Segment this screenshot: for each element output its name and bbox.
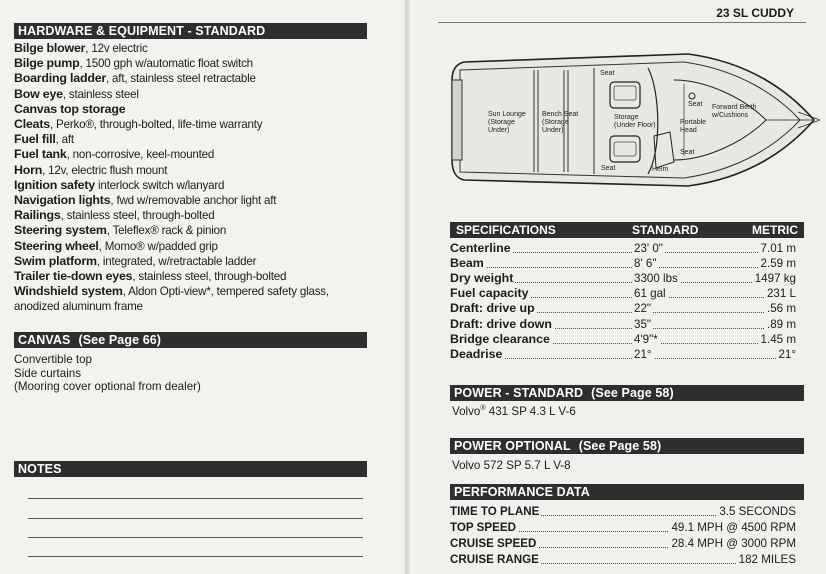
- hardware-item: [14, 87, 344, 102]
- hardware-item-desc: , stainless steel, through-bolted: [60, 209, 215, 223]
- spec-metric-value: .56 m: [767, 302, 796, 316]
- hardware-item-desc: , 12v, electric flush mount: [42, 163, 168, 177]
- performance-value: 49.1 MPH @ 4500 RPM: [671, 521, 796, 534]
- hardware-item-desc: , Teleflex® rack & pinion: [106, 224, 227, 238]
- hardware-item-desc: interlock switch w/lanyard: [95, 178, 225, 192]
- boat-layout-diagram: [448, 40, 820, 200]
- specs-col-metric: METRIC: [752, 223, 798, 237]
- spec-label: Bridge clearance: [450, 331, 550, 346]
- hardware-item-desc: , Aldon Opti-view*, tempered safety glass, anodized aluminum frame: [14, 285, 329, 314]
- performance-row: [450, 536, 796, 551]
- hardware-item-desc: , stainless steel, through-bolted: [132, 270, 287, 284]
- hardware-item-name: Bilge pump: [14, 56, 80, 71]
- spec-standard-value: 21°: [634, 347, 652, 361]
- power-standard-page-ref: (See Page 58): [591, 386, 674, 400]
- hardware-item-name: Windshield system: [14, 284, 123, 299]
- spec-standard-value: 4'9"*: [634, 332, 658, 346]
- spec-metric-value: 7.01 m: [760, 242, 796, 255]
- spec-row: [450, 256, 796, 271]
- canvas-page-ref: (See Page 66): [78, 333, 162, 347]
- hardware-item-name: Steering wheel: [14, 238, 99, 253]
- spec-row: [450, 271, 796, 286]
- performance-label: CRUISE SPEED: [450, 537, 537, 550]
- hardware-item: [14, 102, 344, 117]
- power-standard-engine: [452, 405, 576, 418]
- hardware-heading: [14, 23, 367, 39]
- hardware-item-name: Boarding ladder: [14, 71, 107, 86]
- hardware-item-desc: , stainless steel: [62, 87, 139, 101]
- performance-value: 28.4 MPH @ 3000 RPM: [671, 537, 796, 550]
- spec-row: [450, 286, 796, 301]
- spec-standard-value: 3300 lbs: [634, 272, 678, 286]
- canvas-heading-text: CANVAS: [18, 333, 71, 347]
- hardware-item-name: Fuel fill: [14, 132, 56, 147]
- hardware-item: [14, 178, 344, 193]
- specs-heading-text: SPECIFICATIONS: [456, 223, 556, 237]
- spec-row: [450, 332, 796, 347]
- performance-label: CRUISE RANGE: [450, 553, 539, 566]
- hardware-item-name: Steering system: [14, 223, 107, 238]
- hardware-item: [14, 41, 344, 56]
- spec-label: Fuel capacity: [450, 286, 529, 301]
- hardware-item-name: Bilge blower: [14, 41, 86, 55]
- performance-heading-text: PERFORMANCE DATA: [454, 485, 590, 499]
- hardware-item-name: Canvas top storage: [14, 101, 126, 116]
- hardware-item: [14, 117, 344, 132]
- spec-label: Deadrise: [450, 346, 503, 361]
- spec-row: [450, 241, 796, 256]
- spec-metric-value: 2.59 m: [760, 257, 796, 271]
- power-optional-engine: Volvo 572 SP 5.7 L V-8: [452, 459, 571, 472]
- performance-label: TIME TO PLANE: [450, 505, 540, 518]
- hardware-item-desc: , 12v electric: [85, 42, 148, 55]
- spec-label: Dry weight: [450, 271, 514, 286]
- engine-brand: Volvo: [452, 405, 481, 418]
- performance-row: [450, 520, 796, 535]
- hardware-item: [14, 147, 344, 162]
- leader-dots: [450, 267, 796, 268]
- header-rule: [438, 22, 806, 23]
- note-line: [28, 518, 363, 519]
- spec-standard-value: 23' 0": [634, 242, 663, 255]
- label-sun-lounge: Sun Lounge (Storage Under): [488, 111, 526, 134]
- hardware-item-name: Cleats: [14, 117, 50, 132]
- engine-model: 431 SP 4.3 L V-6: [485, 405, 576, 418]
- spec-metric-value: 231 L: [766, 287, 796, 301]
- hardware-item-name: Railings: [14, 208, 61, 223]
- hardware-item: [14, 284, 344, 314]
- label-storage: Storage (Under Floor): [614, 114, 656, 129]
- spec-standard-value: 61 gal: [634, 287, 666, 301]
- power-standard-heading-text: POWER - STANDARD: [454, 386, 584, 400]
- hardware-item: [14, 223, 344, 238]
- power-standard-heading: [450, 385, 804, 401]
- power-optional-heading: [450, 438, 804, 454]
- performance-label: TOP SPEED: [450, 521, 516, 534]
- notes-heading-text: NOTES: [18, 462, 62, 476]
- hardware-item-name: Navigation lights: [14, 193, 111, 208]
- spec-row: [450, 317, 796, 332]
- performance-row: [450, 552, 796, 567]
- hardware-item-desc: , Perko®, through-bolted, life-time warranty: [50, 118, 263, 132]
- hardware-item: [14, 56, 344, 71]
- spec-row: [450, 301, 796, 316]
- label-seat-bottom: Seat: [601, 165, 616, 172]
- hardware-item: [14, 71, 344, 86]
- hardware-item-name: Bow eye: [14, 86, 63, 101]
- spec-label: Draft: drive up: [450, 301, 535, 316]
- hardware-list: [14, 41, 344, 315]
- hardware-heading-text: HARDWARE & EQUIPMENT - STANDARD: [18, 24, 266, 38]
- label-seat-right: Seat: [680, 149, 695, 156]
- hardware-item: [14, 163, 344, 178]
- hardware-item-desc: , 1500 gph w/automatic float switch: [79, 57, 253, 71]
- spec-label: Beam: [450, 256, 484, 271]
- note-line: [28, 498, 363, 499]
- hardware-item-desc: , Momo® w/padded grip: [98, 239, 218, 253]
- notes-heading: [14, 461, 367, 477]
- hardware-item-desc: , integrated, w/retractable ladder: [96, 254, 257, 268]
- spec-row: [450, 347, 796, 362]
- spec-standard-value: 35": [634, 317, 652, 331]
- performance-value: 182 MILES: [738, 553, 796, 566]
- spec-label: Draft: drive down: [450, 316, 552, 331]
- label-forward-berth: Forward Berth w/Cushions: [712, 104, 757, 119]
- spec-metric-value: 1.45 m: [760, 332, 796, 346]
- hardware-item-desc: , fwd w/removable anchor light aft: [110, 194, 277, 208]
- hardware-item-name: Trailer tie-down eyes: [14, 269, 133, 284]
- label-helm: Helm: [652, 166, 669, 173]
- canvas-item: (Mooring cover optional from dealer): [14, 380, 201, 394]
- power-optional-heading-text: POWER OPTIONAL: [454, 439, 571, 453]
- swim-platform: [452, 80, 462, 160]
- model-title: 23 SL CUDDY: [716, 6, 794, 20]
- spec-metric-value: .89 m: [767, 317, 796, 331]
- canvas-item: Convertible top: [14, 353, 92, 366]
- hardware-item-desc: , non-corrosive, keel-mounted: [66, 148, 215, 162]
- note-line: [28, 556, 363, 557]
- spec-metric-value: 1497 kg: [754, 272, 796, 286]
- hardware-item: [14, 132, 344, 147]
- hardware-item: [14, 193, 344, 208]
- registered-mark: ®: [480, 405, 486, 413]
- hardware-item-name: Fuel tank: [14, 147, 67, 162]
- performance-heading: [450, 484, 804, 500]
- label-bench-seat: Bench Seat (Storage Under): [542, 111, 579, 134]
- hardware-item-name: Ignition safety: [14, 177, 95, 192]
- canvas-item: Side curtains: [14, 366, 82, 380]
- label-seat-bow: Seat: [688, 101, 703, 108]
- hardware-item-desc: , aft: [55, 133, 74, 147]
- hardware-item: [14, 254, 344, 269]
- spec-metric-value: 21°: [778, 347, 796, 361]
- specs-col-standard: STANDARD: [632, 223, 699, 237]
- performance-row: [450, 504, 796, 519]
- spec-label: Centerline: [450, 241, 511, 255]
- label-portable-head: Portable Head: [680, 119, 707, 134]
- power-optional-page-ref: (See Page 58): [578, 439, 662, 453]
- canvas-list: [14, 353, 201, 394]
- hardware-item: [14, 269, 344, 284]
- hardware-item-name: Horn: [14, 162, 43, 177]
- spec-standard-value: 8' 6": [634, 257, 657, 271]
- specs-heading: [450, 222, 804, 238]
- label-seat-top: Seat: [600, 70, 615, 77]
- hardware-item: [14, 208, 344, 223]
- note-line: [28, 537, 363, 538]
- canvas-heading: [14, 332, 367, 348]
- hardware-item-desc: , aft, stainless steel retractable: [106, 72, 256, 86]
- performance-value: 3.5 SECONDS: [719, 505, 796, 518]
- hardware-item: [14, 239, 344, 254]
- hardware-item-name: Swim platform: [14, 253, 97, 268]
- spec-standard-value: 22": [634, 302, 652, 316]
